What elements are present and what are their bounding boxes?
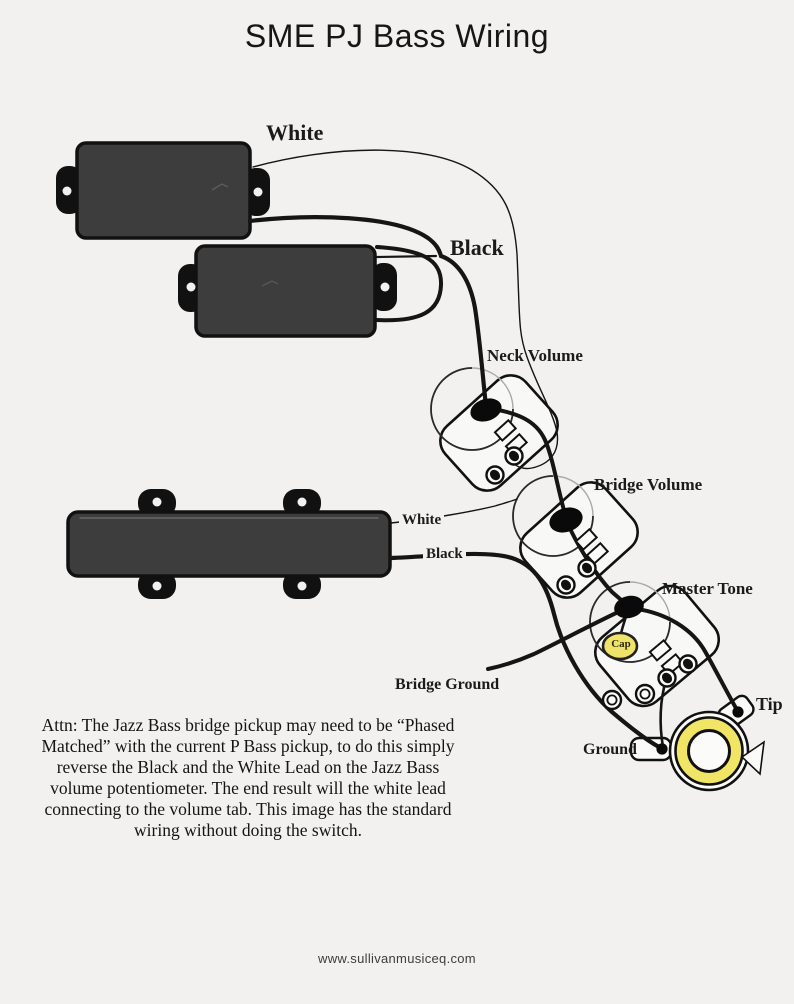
pickup-body bbox=[196, 246, 375, 336]
jack-hole bbox=[689, 731, 730, 772]
note-line: connecting to the volume tab. This image has the standard bbox=[44, 799, 452, 819]
footer-url: www.sullivanmusiceq.com bbox=[318, 951, 476, 966]
label-tip: Tip bbox=[756, 694, 783, 714]
screw-hole bbox=[187, 283, 196, 292]
note-line: reverse the Black and the White Lead on the Jazz Bass bbox=[56, 757, 440, 777]
label-bridge-ground: Bridge Ground bbox=[395, 676, 500, 693]
pickup-body bbox=[77, 143, 250, 238]
note-line: Attn: The Jazz Bass bridge pickup may need to be “Phased bbox=[41, 715, 455, 735]
label-ground: Ground bbox=[583, 741, 637, 758]
lug-empty-hole bbox=[607, 695, 616, 704]
label-p-white: White bbox=[266, 120, 324, 145]
screw-hole bbox=[153, 498, 162, 507]
jazz-bass-pickup bbox=[68, 489, 390, 599]
note-line: volume potentiometer. The end result will the white lead bbox=[50, 778, 446, 798]
label-jazz-white: White bbox=[399, 512, 444, 529]
p-bass-pickup-half-lower bbox=[178, 246, 397, 336]
label-cap: Cap bbox=[611, 638, 631, 650]
screw-hole bbox=[298, 582, 307, 591]
note-line: Matched” with the current P Bass pickup, to do this simply bbox=[41, 736, 455, 756]
pickup-body bbox=[68, 512, 390, 576]
label-neck-volume: Neck Volume bbox=[487, 346, 583, 365]
attention-note bbox=[28, 715, 468, 841]
ground-terminal-dot bbox=[656, 743, 667, 754]
label-jazz-black: Black bbox=[423, 546, 466, 563]
note-line: wiring without doing the switch. bbox=[134, 820, 362, 840]
screw-hole bbox=[298, 498, 307, 507]
screw-hole bbox=[254, 188, 263, 197]
label-bridge-volume: Bridge Volume bbox=[594, 475, 703, 494]
screw-hole bbox=[153, 582, 162, 591]
label-master-tone: Master Tone bbox=[662, 579, 753, 598]
tip-terminal-dot bbox=[732, 706, 743, 717]
p-bass-pickup-half-upper bbox=[56, 143, 270, 238]
page-title: SME PJ Bass Wiring bbox=[244, 18, 550, 54]
lug-empty-hole bbox=[640, 689, 649, 698]
label-p-black: Black bbox=[450, 235, 504, 260]
screw-hole bbox=[381, 283, 390, 292]
screw-hole bbox=[63, 187, 72, 196]
